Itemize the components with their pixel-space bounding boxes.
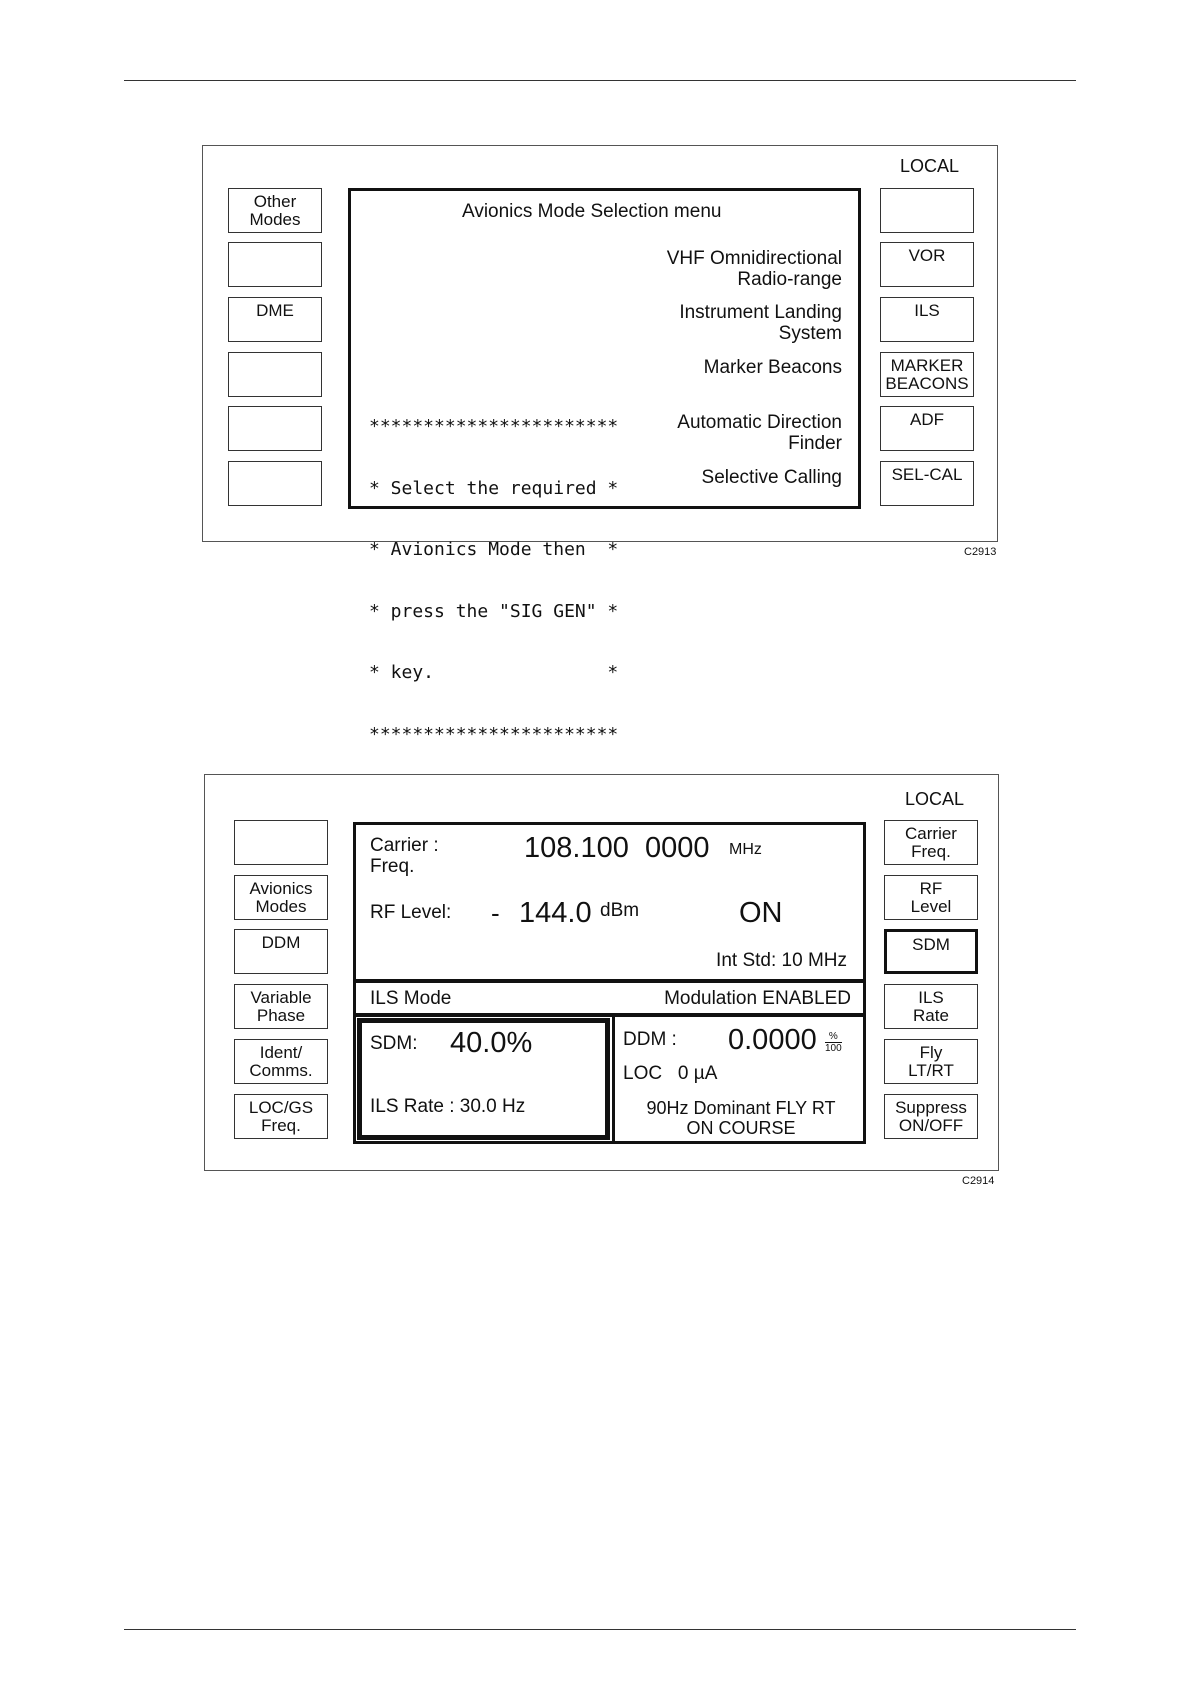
sdm-label: SDM: — [370, 1033, 418, 1054]
loc-readout: LOC 0 µA — [623, 1063, 718, 1084]
softkey-ils-rate[interactable]: ILS Rate — [884, 984, 978, 1029]
rf-level-label: RF Level: — [370, 902, 452, 923]
sdm-value: 40.0% — [450, 1027, 533, 1059]
softkey-sdm-selected[interactable]: SDM — [884, 929, 978, 974]
softkey-sel-cal[interactable]: SEL-CAL — [880, 461, 974, 506]
instruction-box: *********************** * Select the required * * Avionics Mode then * * press the "SIG GEN" * * key. * *********************** — [369, 416, 619, 745]
figure-code-1: C2913 — [964, 546, 997, 558]
header-rule — [124, 80, 1076, 81]
dominant-readout: 90Hz Dominant FLY RT ON COURSE — [646, 1098, 836, 1138]
softkey-fly-lt-rt[interactable]: Fly LT/RT — [884, 1039, 978, 1084]
softkey-left-blank[interactable] — [234, 820, 328, 865]
figure-code-2: C2914 — [962, 1175, 995, 1187]
modulation-status: Modulation ENABLED — [664, 988, 851, 1009]
local-indicator-2: LOCAL — [905, 789, 965, 809]
rf-level-value: 144.0 — [519, 897, 592, 929]
ddm-box — [612, 1017, 867, 1142]
mode-vor-label: VHF Omnidirectional Radio-range — [666, 248, 842, 290]
ils-mode-label: ILS Mode — [370, 988, 452, 1009]
mode-ils-label: Instrument Landing System — [679, 302, 842, 344]
softkey-other-modes[interactable]: Other Modes — [228, 188, 322, 233]
softkey-variable-phase[interactable]: Variable Phase — [234, 984, 328, 1029]
softkey-adf[interactable]: ADF — [880, 406, 974, 451]
ddm-unit: % 100 — [825, 1031, 842, 1054]
softkey-left-6[interactable] — [228, 461, 322, 506]
softkey-dme[interactable]: DME — [228, 297, 322, 342]
screen-title: Avionics Mode Selection menu — [462, 201, 722, 222]
softkey-ddm[interactable]: DDM — [234, 929, 328, 974]
softkey-vor[interactable]: VOR — [880, 242, 974, 287]
softkey-left-2[interactable] — [228, 242, 322, 287]
softkey-left-4[interactable] — [228, 352, 322, 397]
carrier-freq-label: Carrier : Freq. — [370, 835, 439, 877]
softkey-avionics-modes[interactable]: Avionics Modes — [234, 875, 328, 920]
ils-status-screen — [353, 822, 866, 982]
rf-output-state: ON — [739, 897, 783, 929]
softkey-right-1[interactable] — [880, 188, 974, 233]
ddm-label: DDM : — [623, 1029, 677, 1050]
softkey-left-5[interactable] — [228, 406, 322, 451]
softkey-loc-gs-freq[interactable]: LOC/GS Freq. — [234, 1094, 328, 1139]
ddm-value: 0.0000 — [728, 1024, 817, 1056]
softkey-rf-level[interactable]: RF Level — [884, 875, 978, 920]
sdm-box — [357, 1018, 610, 1140]
softkey-ils[interactable]: ILS — [880, 297, 974, 342]
carrier-freq-unit: MHz — [729, 841, 762, 858]
mode-marker-label: Marker Beacons — [703, 357, 842, 378]
softkey-marker-beacons[interactable]: MARKER BEACONS — [880, 352, 974, 397]
rf-level-unit: dBm — [600, 900, 640, 921]
carrier-freq-value: 108.100 0000 — [524, 832, 710, 864]
softkey-suppress[interactable]: Suppress ON/OFF — [884, 1094, 978, 1139]
mode-selcal-label: Selective Calling — [701, 467, 842, 488]
softkey-carrier-freq[interactable]: Carrier Freq. — [884, 820, 978, 865]
rf-level-sign: - — [491, 898, 500, 928]
ils-mode-bar — [353, 980, 866, 1016]
ils-rate-readout: ILS Rate : 30.0 Hz — [370, 1096, 526, 1117]
local-indicator: LOCAL — [900, 156, 960, 176]
softkey-ident-comms[interactable]: Ident/ Comms. — [234, 1039, 328, 1084]
int-std-label: Int Std: 10 MHz — [716, 950, 847, 971]
mode-adf-label: Automatic Direction Finder — [677, 412, 842, 454]
footer-rule — [124, 1629, 1076, 1630]
mode-selection-screen — [348, 188, 861, 745]
